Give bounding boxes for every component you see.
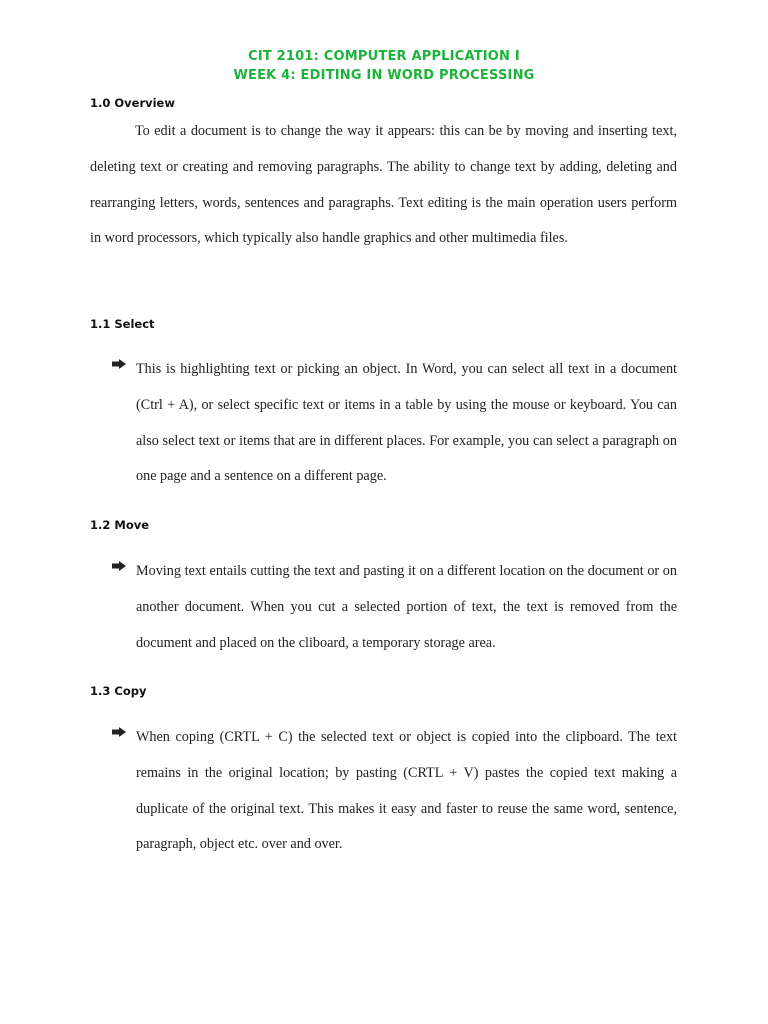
move-text: Moving text entails cutting the text and pasting it on a different location on the document or on another document. When you cut a selected portion of text, the text is removed from the document and placed on the cliboard, a temporary storage area. — [136, 563, 677, 651]
right-arrow-bullet-icon — [112, 359, 126, 369]
right-arrow-bullet-icon — [112, 561, 126, 571]
document-title-line-1: CIT 2101: COMPUTER APPLICATION I — [248, 49, 520, 64]
section-heading-overview: 1.0 Overview — [90, 96, 175, 110]
section-heading-copy: 1.3 Copy — [90, 684, 147, 698]
overview-paragraph — [90, 114, 677, 257]
overview-text: To edit a document is to change the way it appears: this can be by moving and inserting text, deleting text or creating and removing paragraphs. The ability to change text by adding, deleting and rearranging letters, words, sentences and paragraphs. Text editing is the main operation users perform in word processors, which typically also handle graphics and other multimedia files. — [90, 123, 677, 247]
right-arrow-bullet-icon — [112, 727, 126, 737]
section-heading-select: 1.1 Select — [90, 317, 155, 331]
select-text: This is highlighting text or picking an object. In Word, you can select all text in a document (Ctrl + A), or select specific text or items in a table by using the mouse or keyboard. You can also select text or items that are in different places. For example, you can select a paragraph on one page and a sentence on a different page. — [136, 361, 677, 485]
document-title-line-2: WEEK 4: EDITING IN WORD PROCESSING — [233, 68, 535, 83]
section-heading-move: 1.2 Move — [90, 518, 150, 532]
copy-text: When coping (CRTL + C) the selected text or object is copied into the clipboard. The text remains in the original location; by pasting (CRTL + V) pastes the copied text making a duplicate of the original text. This makes it easy and faster to reuse the same word, sentence, paragraph, object etc. over and over. — [136, 729, 677, 853]
